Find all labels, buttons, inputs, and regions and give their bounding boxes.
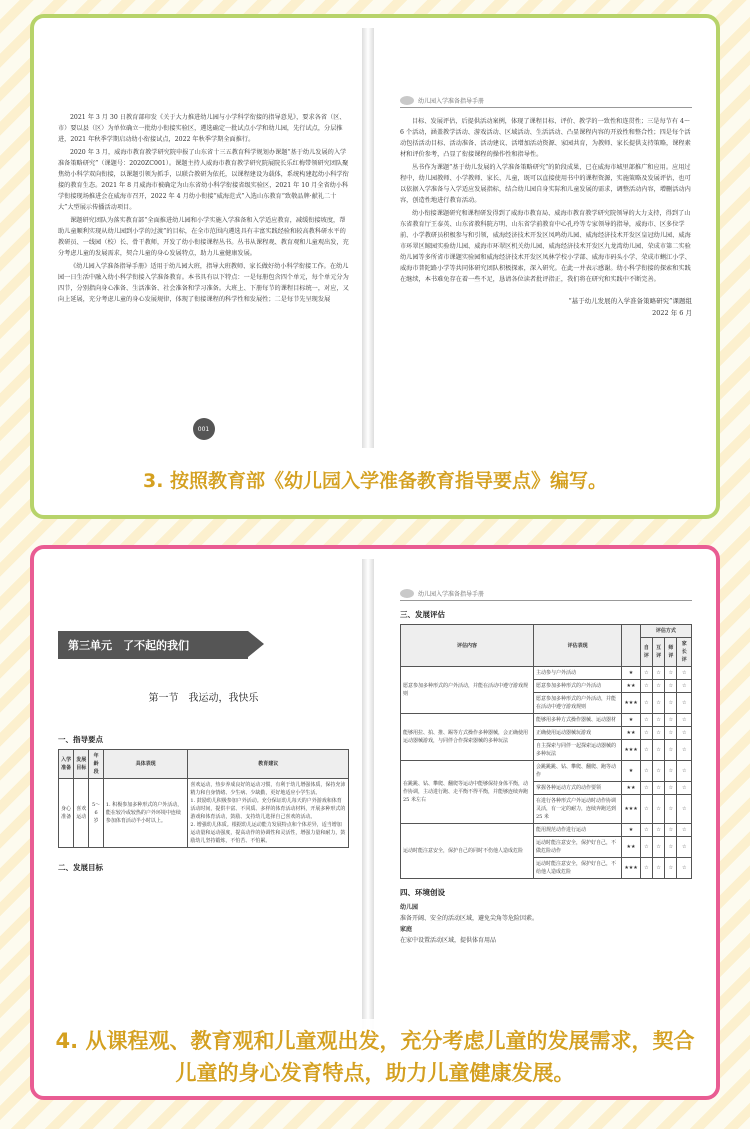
feature-panel-3: [30, 14, 720, 519]
guidance-table: [58, 749, 349, 848]
rating-checkbox: ☆: [677, 824, 692, 837]
rating-checkbox: ☆: [665, 761, 677, 782]
feature-caption: 3. 按照教育部《幼儿园入学准备教育指导要点》编写。: [34, 456, 716, 503]
rating-checkbox: ☆: [677, 795, 692, 824]
table-header: 家长评: [677, 638, 692, 667]
table-cell: 能够用拉、拍、推、踢等方式操作多种器械，会正确使用运动器械游戏，与同伴合作探索器械的多种玩法: [401, 714, 534, 761]
table-header: 具体表现: [103, 750, 188, 779]
table-cell: 掌握各种运动方式的动作要领: [533, 782, 621, 795]
rating-checkbox: ☆: [653, 667, 665, 680]
paragraph: 2021 年 3 月 30 日教育部印发《关于大力推进幼儿园与小学科学衔接的指导意见》，要求各省（区、市）要以县（区）为单位确立一批幼小衔接实验区，遴选确定一批试点小学和幼儿园，先行试点，分层推进，2021 年秋季学期启动幼小衔接试点，2022 年秋季学期全面推行。: [58, 114, 346, 143]
table-row: [401, 761, 692, 782]
table-header: 评估表现: [533, 625, 621, 667]
env-home-text: 在家中设置活动区域，提供体育用品: [400, 937, 497, 944]
page-number: 001: [193, 418, 215, 440]
table-header: 发展目标: [74, 750, 89, 779]
rating-checkbox: ☆: [665, 824, 677, 837]
table-cell: 在进行各种形式户外运动时动作协调灵活，有一定的耐力，连续奔跑达到 25 米: [533, 795, 621, 824]
environment-heading: 四、环境创设: [400, 888, 445, 897]
book-page-left: [44, 28, 364, 448]
rating-checkbox: ☆: [677, 693, 692, 714]
table-header: 教育建议: [188, 750, 349, 779]
rating-checkbox: ☆: [653, 837, 665, 858]
book-gutter: [362, 28, 374, 448]
book-page-right: [386, 28, 706, 448]
rating-checkbox: ☆: [640, 837, 652, 858]
table-cell: 正确使用运动器械玩游戏: [533, 727, 621, 740]
star-rating: ★: [622, 714, 640, 727]
table-cell: 喜欢运动: [74, 779, 89, 848]
rating-checkbox: ☆: [677, 782, 692, 795]
paragraph: 目标、发展评估，后提供活动案例，体现了课程目标、评价、教学的一致性和连贯性；三是每节有 4～6 个活动，涵盖教学活动、游戏活动、区域活动、生活活动、凸显课程内容的开放性和整合性；四是每个活动包括活动目标、活动准备、活动建议、活增加活动资源、家园共育，为教师、家长提供支持策略，课程素材和评价参考，凸显了衔接课程的操作性和指导性。: [400, 118, 691, 158]
table-cell: 运动时能注意安全，保护好自己，不做危险动作: [533, 837, 621, 858]
star-rating: ★★: [622, 782, 640, 795]
table-cell: 主动参与户外活动: [533, 667, 621, 680]
open-book-preface: [44, 28, 706, 448]
table-header: [622, 625, 640, 667]
rating-checkbox: ☆: [653, 858, 665, 879]
rating-checkbox: ☆: [665, 727, 677, 740]
env-home-label: 家庭: [400, 926, 413, 933]
rating-checkbox: ☆: [677, 714, 692, 727]
table-header-group: 评估方式: [640, 625, 691, 638]
rating-checkbox: ☆: [640, 667, 652, 680]
feature-caption: 4. 从课程观、教育观和儿童观出发，充分考虑儿童的发展需求，契合儿童的身心发育特点，助力儿童健康发展。: [34, 1019, 716, 1095]
rating-checkbox: ☆: [653, 782, 665, 795]
star-rating: ★★★: [622, 795, 640, 824]
rating-checkbox: ☆: [665, 680, 677, 693]
table-cell: 身心准备: [59, 779, 74, 848]
rating-checkbox: ☆: [665, 740, 677, 761]
running-header-title: 幼儿园入学准备指导手册: [418, 98, 485, 105]
rating-checkbox: ☆: [640, 693, 652, 714]
table-cell: 1. 积极参加多种形式的户外活动，能在较冷或较热的户外环境中连续参加体育活动半小时以上。: [103, 779, 188, 848]
table-cell: 运动时能注意安全，保护自己的同时不伤他人造成危险: [401, 824, 534, 879]
table-row: [59, 779, 349, 848]
rating-checkbox: ☆: [665, 693, 677, 714]
signature-name: “基于幼儿发展的入学准备策略研究”课题组: [568, 297, 692, 305]
preface-text-right: [400, 116, 692, 285]
table-cell: 运动时能注意安全，保护好自己，不给他人造成危险: [533, 858, 621, 879]
rating-checkbox: ☆: [640, 727, 652, 740]
paragraph: 幼小衔接课题研究和课程研发得到了威海市教育局、威海市教育教学研究院领导的大力支持，得到了山东省教育厅王泰英、山东省教科院方明、山东省学前教育中心孔玲等专家领导的指导，威海市、区多位学前、小学教研员积极参与和引领，威海经济技术开发区凤鸣幼儿园、威海经济技术开发区皇冠幼儿园、威海市环翠区鲸园实验幼儿园、威海市环翠区机关幼儿园、威海经济技术开发区九龙湾幼儿园、荣成市第二实验幼儿园等多所省市课题实验园和威海经济技术开发区凤林学校小学部、威海市码头小学、荣成市蜊江小学、威海市普陀路小学等共同体研究团队积极探索，深入研究。在此一并表示感谢。幼小科学衔接的探索和实践在继续，本书难免存在着一些不足，恳请各位读者批评指正，我们将在研究和实践中不断完善。: [400, 210, 691, 283]
rating-checkbox: ☆: [677, 761, 692, 782]
rating-checkbox: ☆: [677, 667, 692, 680]
signature-date: 2022 年 6 月: [652, 309, 692, 317]
feature-panel-4: [30, 545, 720, 1100]
table-header: 年龄段: [89, 750, 103, 779]
paragraph: 2020 年 3 月，威海市教育教学研究院申报了山东省十三五教育科学规划办课题“基于幼儿发展的入学准备策略研究”（课题号：2020ZC001）。课题主持人威海市教育教学研究院展院长乐红梅带领研究团队聚焦幼小科学双向衔接，以课题引领为抓手，以联合教研为依托，以课程建设为载体，系统构建起幼小科学衔接的教育生态。2021 年 8 月威海市被确定为山东省幼小科学衔接省级实验区，2021 年 10 月全省幼小科学衔接现场推进会在威海市召开，2022 年 4 月幼小衔接“威海范式”入选山东教育“致敬品牌·献礼二十大”大型展示传播活动项目。: [58, 149, 349, 211]
table-cell: 喜欢运动，热步养成良好的运动习惯，有利于幼儿增强体质，保持充沛精力和自身情绪、少生病、少缺勤，更好地适应小学生活。 1. 鼓励幼儿积极参加户外活动。充分保证幼儿每天的户外游戏和体育活动时间，提供丰富、不同质、多样的体育活动材料，开展多种形式的游戏和体育活动，鼓励、支持幼儿选择自己喜欢的活动。 2. 增强幼儿体质。根据幼儿运动能力发展特点和个体差异，适当增加运动量和运动强度，提高动作的协调性和灵活性，增强力量和耐力，鼓励幼儿坚持锻炼，不怕苦、不怕累。: [188, 779, 349, 848]
preface-text-left: [58, 112, 349, 305]
rating-checkbox: ☆: [665, 667, 677, 680]
table-cell: 自主探索与同伴一起探索运动器械的多种玩法: [533, 740, 621, 761]
unit-banner: 第三单元 了不起的我们: [58, 631, 248, 659]
rating-checkbox: ☆: [677, 858, 692, 879]
rating-checkbox: ☆: [640, 782, 652, 795]
table-header: 师评: [665, 638, 677, 667]
rating-checkbox: ☆: [665, 795, 677, 824]
star-rating: ★★: [622, 727, 640, 740]
rating-checkbox: ☆: [640, 740, 652, 761]
rating-checkbox: ☆: [653, 693, 665, 714]
rating-checkbox: ☆: [665, 837, 677, 858]
evaluation-heading: 三、发展评估: [400, 610, 445, 619]
table-header: 评估内容: [401, 625, 534, 667]
signature: [400, 295, 692, 319]
star-rating: ★★★: [622, 740, 640, 761]
table-header: 入学准备: [59, 750, 74, 779]
table-row: [401, 824, 692, 837]
goal-heading: 二、发展目标: [58, 863, 103, 872]
rating-checkbox: ☆: [653, 740, 665, 761]
table-row: [401, 667, 692, 680]
rating-checkbox: ☆: [653, 714, 665, 727]
rating-checkbox: ☆: [640, 824, 652, 837]
rating-checkbox: ☆: [677, 727, 692, 740]
rating-checkbox: ☆: [653, 795, 665, 824]
evaluation-table: [400, 624, 692, 879]
star-rating: ★★: [622, 837, 640, 858]
section-title: 第一节 我运动，我快乐: [148, 693, 259, 704]
rating-checkbox: ☆: [653, 761, 665, 782]
star-rating: ★★: [622, 680, 640, 693]
table-header: 自评: [640, 638, 652, 667]
book-logo-icon: [400, 96, 414, 105]
running-header-title: 幼儿园入学准备指导手册: [418, 591, 485, 598]
table-cell: 能够用多种方式操作器械、运动器材: [533, 714, 621, 727]
rating-checkbox: ☆: [665, 782, 677, 795]
star-rating: ★★★: [622, 693, 640, 714]
rating-checkbox: ☆: [677, 740, 692, 761]
table-cell: 在跳跳、钻、攀爬、翻爬等运动中能够保持身体平衡，动作协调，主动进行跑、走平衡不得平衡，并能够连续奔跑 25 米左右: [401, 761, 534, 824]
rating-checkbox: ☆: [665, 714, 677, 727]
star-rating: ★: [622, 761, 640, 782]
rating-checkbox: ☆: [653, 824, 665, 837]
table-cell: 能用规范动作进行运动: [533, 824, 621, 837]
table-header: 互评: [653, 638, 665, 667]
rating-checkbox: ☆: [653, 727, 665, 740]
paragraph: 《幼儿园入学准备指导手册》适用于幼儿园大班，指导大班教师、家长做好幼小科学衔接工作。在幼儿园一日生活中融入幼小科学衔接入学准备教育。本书具有以下特点：一是每册包含四个单元，每个单元分为四节，分别指向身心准备、生活准备、社会准备和学习准备。大班上、下册每节的课程目标统一，对应，又向上延展，充分考虑儿童的身心发展规律，体现了衔接课程的科学性和发展性；二是每节先呈现发展: [58, 263, 349, 303]
rating-checkbox: ☆: [677, 837, 692, 858]
rating-checkbox: ☆: [640, 680, 652, 693]
table-cell: 愿意参加多种形式的户外活动: [533, 680, 621, 693]
book-page-left: [44, 559, 364, 1029]
book-gutter: [362, 559, 374, 1029]
paragraph: 丛书作为课题“基于幼儿发展的入学准备策略研究”的阶段成果，已在威海市城里部推广和应用。应用过程中，幼儿园教师、小学教师、家长、儿童，既可以直接使用书中的课程资源，实施策略及发展评估，也可以依据入学准备与入学适应发展指标，结合幼儿园自身实际和儿童发展的需求，调整活动内容，增删活动内容，创造性地进行教育活动。: [400, 164, 691, 204]
rating-checkbox: ☆: [640, 795, 652, 824]
running-header: [400, 589, 692, 601]
env-kindergarten-text: 准备开阔、安全的活动区域，避免尖角等危险因素。: [400, 915, 539, 922]
rating-checkbox: ☆: [640, 761, 652, 782]
star-rating: ★★★: [622, 858, 640, 879]
guidance-heading: 一、指导要点: [58, 735, 103, 744]
book-page-right: [386, 559, 706, 1029]
env-kindergarten-label: 幼儿园: [400, 904, 419, 911]
table-cell: 5～6 岁: [89, 779, 103, 848]
book-logo-icon: [400, 589, 414, 598]
table-cell: 会跳跳跳、钻、攀爬、翻爬、跑等动作: [533, 761, 621, 782]
rating-checkbox: ☆: [640, 858, 652, 879]
running-header: [400, 96, 692, 108]
star-rating: ★: [622, 824, 640, 837]
open-book-lesson: [44, 559, 706, 1029]
rating-checkbox: ☆: [653, 680, 665, 693]
table-cell: 愿意参加多种形式的户外活动，并能在活动中遵守游戏规则: [533, 693, 621, 714]
rating-checkbox: ☆: [640, 714, 652, 727]
star-rating: ★: [622, 667, 640, 680]
rating-checkbox: ☆: [677, 680, 692, 693]
table-row: [401, 714, 692, 727]
table-cell: 愿意参加多种形式的户外活动，并能在活动中遵守游戏规则: [401, 667, 534, 714]
rating-checkbox: ☆: [665, 858, 677, 879]
paragraph: 课题研究团队为落实教育部“全面推进幼儿园和小学实施入学准备和入学适应教育，减缓衔接坡度，帮助儿童顺利实现从幼儿园到小学的过渡”的目标，在全市范围内遴选具有丰富实践经验和较高教科研水平的教研员、一线园（校）长、骨干教师，开发了幼小衔接课程丛书。丛书从课程观、教育观和儿童观出发，充分考虑儿童的发展需求，契合儿童的身心发展特点，助力儿童健康发展。: [58, 217, 349, 257]
